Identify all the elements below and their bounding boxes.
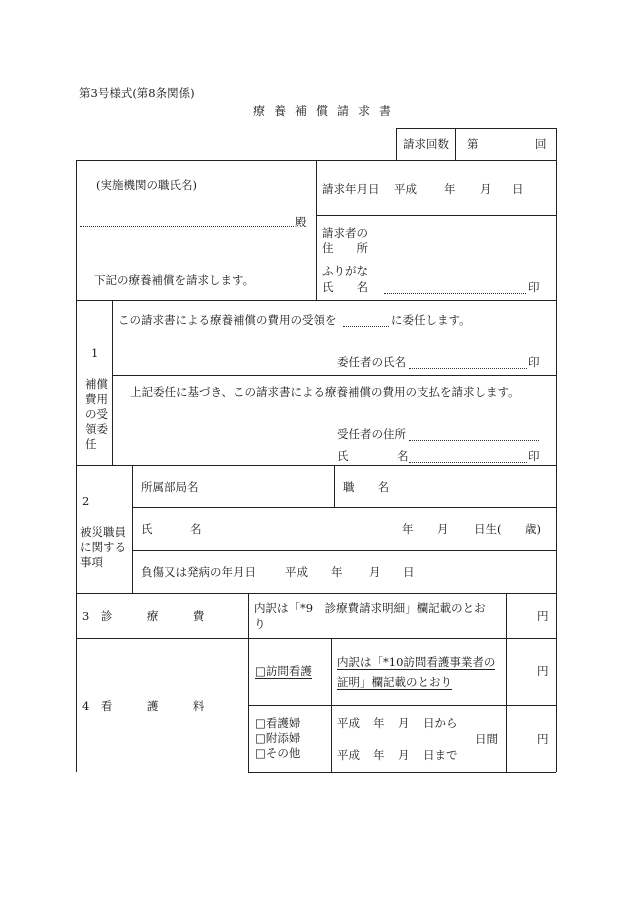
victim-name-left: 氏 (141, 522, 153, 536)
delegatee-address-label: 受任者の住所 (337, 427, 406, 441)
date-label: 請求年月日 (322, 182, 380, 196)
delegate-text-2: に委任します。 (391, 313, 471, 327)
injury-day: 日 (403, 565, 415, 579)
injury-era: 平成 (285, 565, 308, 579)
to-month: 月 (398, 748, 410, 762)
days-label: 日間 (475, 732, 498, 746)
addressee-line (80, 226, 294, 227)
position-label: 職 名 (343, 480, 389, 494)
delegate-blank (343, 326, 389, 327)
delegatee-name-right: 名 (397, 449, 409, 463)
birth-year: 年 (402, 522, 414, 536)
to-day: 日まで (423, 748, 458, 762)
option-attendant: □附添婦 (255, 731, 301, 745)
birth-day: 日生( (474, 522, 502, 536)
payment-request-text: 上記委任に基づき、この請求書による療養補償の費用の支払を請求します。 (130, 385, 520, 399)
from-day: 日から (423, 716, 458, 730)
nursing-unit: 円 (537, 732, 549, 746)
injury-label: 負傷又は発病の年月日 (141, 565, 256, 579)
delegatee-name-left: 氏 (337, 449, 349, 463)
honorific: 殿 (295, 215, 307, 229)
section1-label: 補償 費用 の受 領委 任 (85, 377, 108, 451)
address-label-2: 住 所 (322, 241, 368, 255)
seal-mark: 印 (528, 280, 540, 294)
option-other: □その他 (255, 746, 301, 760)
visit-breakdown-1: 内訳は「*10訪問看護事業者の (337, 655, 496, 669)
date-year: 年 (444, 182, 456, 196)
section2-number: 2 (82, 494, 90, 508)
section2-label: 被災職員 に関する 事項 (80, 525, 126, 569)
section1-number: 1 (91, 346, 99, 360)
delegate-text-1: この請求書による療養補償の費用の受領を (118, 313, 337, 327)
form-title: 療養補償請求書 (253, 104, 401, 118)
delegatee-seal: 印 (528, 449, 540, 463)
claim-count-suffix: 回 (535, 137, 547, 151)
from-month: 月 (398, 716, 410, 730)
name-line (384, 293, 526, 294)
visit-unit: 円 (537, 664, 549, 678)
delegatee-name-line (409, 462, 527, 463)
from-era: 平成 (337, 716, 360, 730)
section3-label: 3 診 療 費 (82, 609, 205, 623)
injury-month: 月 (369, 565, 381, 579)
medical-breakdown-1: 内訳は「*9 診療費請求明細」欄記載のとお (254, 601, 486, 615)
visit-nursing-option: □訪問看護 (255, 664, 312, 678)
from-year: 年 (373, 716, 385, 730)
name-label: 氏 名 (322, 280, 368, 294)
to-year: 年 (373, 748, 385, 762)
section4-label: 4 看 護 料 (82, 699, 205, 713)
to-era: 平成 (337, 748, 360, 762)
delegatee-address-line (409, 440, 539, 441)
form-number: 第3号様式(第8条関係) (79, 86, 195, 100)
date-day: 日 (512, 182, 524, 196)
request-text: 下記の療養補償を請求します。 (94, 273, 255, 287)
delegator-seal: 印 (528, 355, 540, 369)
agency-label: (実施機関の職氏名) (96, 178, 197, 192)
medical-breakdown-2: り (254, 617, 266, 631)
option-nurse: □看護婦 (255, 716, 301, 730)
claim-count-label: 請求回数 (403, 137, 449, 151)
birth-month: 月 (437, 522, 449, 536)
victim-name-right: 名 (190, 522, 202, 536)
date-era: 平成 (394, 182, 417, 196)
medical-unit: 円 (537, 609, 549, 623)
dept-label: 所属部局名 (141, 480, 199, 494)
visit-breakdown-2: 証明」欄記載のとおり (337, 675, 452, 689)
age-suffix: 歳) (525, 522, 541, 536)
delegator-name-label: 委任者の氏名 (337, 355, 406, 369)
furigana-label: ふりがな (322, 264, 368, 278)
address-label-1: 請求者の (322, 226, 368, 240)
injury-year: 年 (331, 565, 343, 579)
delegator-name-line (409, 368, 527, 369)
claim-count-prefix: 第 (467, 137, 479, 151)
date-month: 月 (480, 182, 492, 196)
